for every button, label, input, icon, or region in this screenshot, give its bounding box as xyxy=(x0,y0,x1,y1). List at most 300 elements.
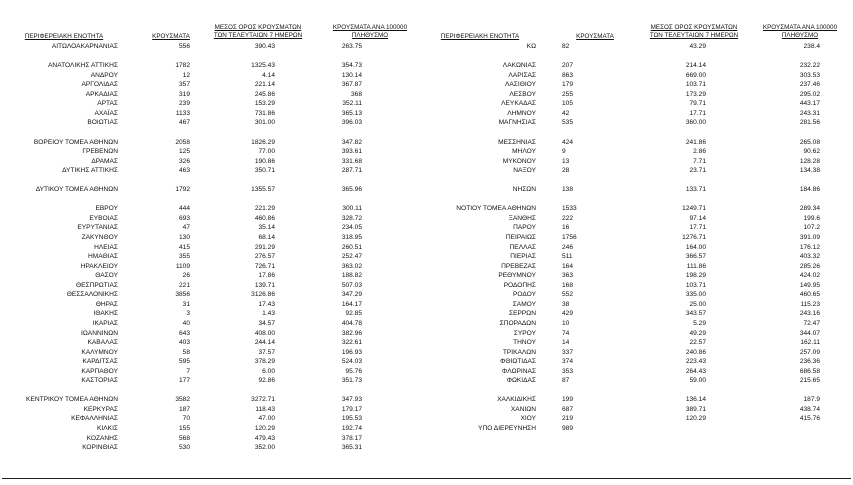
left-cases-cell: 319 xyxy=(178,90,190,98)
left-avg7-cell: 92.86 xyxy=(258,377,275,385)
right-region-cell: ΛΑΚΩΝΙΑΣ xyxy=(502,62,536,70)
right-cases-cell: 207 xyxy=(562,62,574,70)
right-cases-cell: 535 xyxy=(562,119,574,127)
table-row xyxy=(0,290,853,299)
right-header-cases: ΚΡΟΥΣΜΑΤΑ xyxy=(576,33,614,40)
right-per100k-cell: 162.11 xyxy=(800,339,820,347)
left-avg7-cell: 460.86 xyxy=(254,214,275,222)
table-row xyxy=(0,414,853,423)
right-avg7-cell: 5.29 xyxy=(693,319,706,327)
left-cases-cell: 47 xyxy=(182,224,190,232)
right-per100k-cell: 391.09 xyxy=(799,234,820,241)
right-per100k-cell: 403.32 xyxy=(799,253,820,261)
table-row xyxy=(0,157,853,166)
table-row xyxy=(0,195,853,204)
left-cases-cell: 26 xyxy=(182,272,190,280)
right-region-cell: ΛΑΣΙΘΙΟΥ xyxy=(505,81,536,89)
right-header-per100k-line2: ΠΛΗΘΥΣΜΟ xyxy=(781,31,819,39)
left-per100k-cell: 287.71 xyxy=(341,167,362,175)
right-avg7-cell: 214.14 xyxy=(685,62,706,70)
left-avg7-cell: 291.29 xyxy=(254,243,275,251)
right-avg7-cell: 2.86 xyxy=(693,148,706,156)
right-avg7-cell: 17.71 xyxy=(689,224,706,232)
left-avg7-cell: 479.43 xyxy=(254,434,275,442)
left-avg7-cell: 221.29 xyxy=(254,205,275,213)
right-avg7-cell: 97.14 xyxy=(689,214,706,222)
table-row xyxy=(0,357,853,366)
right-per100k-cell: 187.9 xyxy=(803,396,820,404)
right-header-avg-line2: ΤΩΝ ΤΕΛΕΥΤΑΙΩΝ 7 ΗΜΕΡΩΝ xyxy=(649,31,739,39)
left-avg7-cell: 3126.86 xyxy=(251,291,275,299)
left-header-avg-line1: ΜΕΣΟΣ ΟΡΟΣ ΚΡΟΥΣΜΑΤΩΝ xyxy=(214,24,302,31)
right-per100k-cell: 243.16 xyxy=(799,310,820,318)
right-per100k-cell: 686.58 xyxy=(799,367,820,375)
right-cases-cell: 74 xyxy=(562,329,570,337)
right-per100k-cell: 115.23 xyxy=(800,300,820,308)
left-cases-cell: 326 xyxy=(178,157,190,165)
left-avg7-cell: 276.57 xyxy=(254,253,275,261)
right-region-cell: ΛΑΡΙΣΑΣ xyxy=(508,71,536,79)
left-avg7-cell: 726.71 xyxy=(254,262,275,270)
right-region-cell: ΣΕΡΡΩΝ xyxy=(509,310,536,318)
table-row xyxy=(0,443,853,452)
left-cases-cell: 357 xyxy=(178,81,190,89)
left-avg7-cell: 1325.43 xyxy=(251,62,275,70)
right-header-avg xyxy=(644,24,744,39)
right-header-per100k xyxy=(750,24,850,39)
right-avg7-cell: 241.86 xyxy=(685,138,706,146)
right-avg7-cell: 103.71 xyxy=(685,81,706,89)
right-region-cell: ΛΕΥΚΑΔΑΣ xyxy=(501,100,536,108)
left-region-cell: ΗΛΕΙΑΣ xyxy=(94,243,118,251)
left-cases-cell: 7 xyxy=(186,367,190,375)
left-avg7-cell: 221.14 xyxy=(254,81,275,89)
left-header-per100k xyxy=(320,24,420,39)
left-cases-cell: 355 xyxy=(178,253,190,261)
table-row xyxy=(0,52,853,61)
right-per100k-cell: 232.22 xyxy=(799,62,820,70)
right-cases-cell: 246 xyxy=(562,243,574,251)
right-cases-cell: 989 xyxy=(562,425,574,432)
left-avg7-cell: 190.86 xyxy=(254,157,275,165)
left-per100k-cell: 95.76 xyxy=(345,367,362,375)
right-per100k-cell: 237.46 xyxy=(799,81,820,89)
right-avg7-cell: 343.57 xyxy=(685,310,706,318)
left-region-cell: ΙΚΑΡΙΑΣ xyxy=(92,319,118,327)
left-region-cell: ΚΑΡΠΑΘΟΥ xyxy=(81,367,118,375)
left-avg7-cell: 408.00 xyxy=(254,329,275,337)
right-cases-cell: 363 xyxy=(562,272,574,280)
left-avg7-cell: 1355.57 xyxy=(251,186,275,194)
right-avg7-cell: 120.29 xyxy=(685,415,706,423)
left-region-cell: ΒΟΙΩΤΙΑΣ xyxy=(87,119,118,127)
left-region-cell: ΚΙΛΚΙΣ xyxy=(97,425,118,432)
right-avg7-cell: 335.00 xyxy=(685,291,706,299)
left-per100k-cell: 352.11 xyxy=(342,100,362,108)
left-cases-cell: 467 xyxy=(178,119,190,127)
right-avg7-cell: 360.00 xyxy=(685,119,706,127)
right-per100k-cell: 128.28 xyxy=(799,157,820,165)
left-cases-cell: 1782 xyxy=(175,62,190,70)
left-region-cell: ΕΥΒΟΙΑΣ xyxy=(89,214,118,222)
bottom-rule xyxy=(2,478,851,479)
left-cases-cell: 1133 xyxy=(175,109,190,117)
right-per100k-cell: 149.95 xyxy=(799,281,820,289)
right-cases-cell: 337 xyxy=(562,348,574,356)
left-avg7-cell: 4.14 xyxy=(262,71,275,79)
left-region-cell: ΚΟΡΙΝΘΙΑΣ xyxy=(82,444,118,452)
table-row xyxy=(0,147,853,156)
left-region-cell: ΘΑΣΟΥ xyxy=(95,272,118,280)
left-avg7-cell: 378.29 xyxy=(254,358,275,366)
left-per100k-cell: 404.78 xyxy=(341,319,362,327)
right-cases-cell: 10 xyxy=(562,319,570,327)
left-per100k-cell: 524.03 xyxy=(341,358,362,366)
left-avg7-cell: 17.86 xyxy=(258,272,275,280)
right-cases-cell: 353 xyxy=(562,367,574,375)
right-cases-cell: 374 xyxy=(562,358,574,366)
left-avg7-cell: 731.86 xyxy=(254,109,275,117)
right-cases-cell: 105 xyxy=(562,100,574,108)
right-avg7-cell: 1276.71 xyxy=(682,234,706,241)
right-per100k-cell: 295.02 xyxy=(799,90,820,98)
left-per100k-cell: 367.87 xyxy=(341,81,362,89)
right-avg7-cell: 133.71 xyxy=(685,186,706,194)
right-region-cell: ΠΙΕΡΙΑΣ xyxy=(510,253,536,261)
left-cases-cell: 130 xyxy=(178,234,190,241)
table-row xyxy=(0,300,853,309)
right-region-cell: ΦΘΙΩΤΙΔΑΣ xyxy=(500,358,536,366)
right-avg7-cell: 43.29 xyxy=(689,43,706,50)
left-region-cell: ΚΑΒΑΛΑΣ xyxy=(87,339,118,347)
table-row xyxy=(0,233,853,242)
left-per100k-cell: 252.47 xyxy=(341,253,362,261)
right-per100k-cell: 236.36 xyxy=(799,358,820,366)
right-region-cell: ΤΡΙΚΑΛΩΝ xyxy=(502,348,536,356)
right-region-cell: ΠΡΕΒΕΖΑΣ xyxy=(501,262,536,270)
left-cases-cell: 177 xyxy=(178,377,190,385)
right-per100k-cell: 199.6 xyxy=(803,214,820,222)
right-avg7-cell: 22.57 xyxy=(689,339,706,347)
right-cases-cell: 138 xyxy=(562,186,574,194)
right-per100k-cell: 438.74 xyxy=(799,405,820,413)
left-per100k-cell: 92.85 xyxy=(345,310,362,318)
table-row xyxy=(0,128,853,137)
right-header-avg-line1: ΜΕΣΟΣ ΟΡΟΣ ΚΡΟΥΣΜΑΤΩΝ xyxy=(650,24,738,31)
left-cases-cell: 70 xyxy=(182,415,190,423)
right-cases-cell: 38 xyxy=(562,300,570,308)
right-region-cell: ΜΗΛΟΥ xyxy=(512,148,536,156)
right-per100k-cell: 90.62 xyxy=(803,148,820,156)
left-region-cell: ΚΕΦΑΛΛΗΝΙΑΣ xyxy=(71,415,118,423)
right-avg7-cell: 59.00 xyxy=(689,377,706,385)
right-cases-cell: 9 xyxy=(562,148,566,156)
table-row xyxy=(0,424,853,433)
right-cases-cell: 1533 xyxy=(562,205,577,213)
right-per100k-cell: 265.08 xyxy=(799,138,820,146)
left-cases-cell: 40 xyxy=(182,319,190,327)
right-cases-cell: 424 xyxy=(562,138,574,146)
left-per100k-cell: 393.61 xyxy=(341,148,362,156)
left-cases-cell: 595 xyxy=(178,358,190,366)
right-cases-cell: 219 xyxy=(562,415,574,423)
left-header-avg xyxy=(208,24,308,39)
left-avg7-cell: 34.57 xyxy=(258,319,275,327)
right-avg7-cell: 7.71 xyxy=(693,157,706,165)
left-per100k-cell: 179.17 xyxy=(341,405,362,413)
right-region-cell: ΡΟΔΟΥ xyxy=(513,291,536,299)
table-row xyxy=(0,214,853,223)
left-per100k-cell: 347.82 xyxy=(341,138,362,146)
right-avg7-cell: 111.86 xyxy=(686,262,706,270)
right-avg7-cell: 389.71 xyxy=(685,405,706,413)
left-per100k-cell: 396.03 xyxy=(341,119,362,127)
left-cases-cell: 3582 xyxy=(175,396,190,404)
table-row xyxy=(0,71,853,80)
table-row xyxy=(0,185,853,194)
table-row xyxy=(0,309,853,318)
right-per100k-cell: 215.65 xyxy=(799,377,820,385)
right-cases-cell: 687 xyxy=(562,405,574,413)
left-region-cell: ΚΑΡΔΙΤΣΑΣ xyxy=(82,358,118,366)
table-row xyxy=(0,367,853,376)
right-avg7-cell: 264.43 xyxy=(685,367,706,375)
left-header-region: ΠΕΡΙΦΕΡΕΙΑΚΗ ΕΝΟΤΗΤΑ xyxy=(24,33,104,40)
left-avg7-cell: 3272.71 xyxy=(251,396,275,404)
left-region-cell: ΚΕΡΚΥΡΑΣ xyxy=(83,405,118,413)
left-per100k-cell: 365.96 xyxy=(341,186,362,194)
left-per100k-cell: 365.31 xyxy=(341,444,362,452)
right-per100k-cell: 243.31 xyxy=(799,109,820,117)
right-cases-cell: 14 xyxy=(562,339,570,347)
left-per100k-cell: 363.02 xyxy=(341,262,362,270)
left-cases-cell: 643 xyxy=(178,329,190,337)
left-avg7-cell: 1.43 xyxy=(262,310,275,318)
right-region-cell: ΝΑΞΟΥ xyxy=(513,167,536,175)
right-region-cell: ΦΛΩΡΙΝΑΣ xyxy=(501,367,536,375)
left-avg7-cell: 244.14 xyxy=(254,339,275,347)
left-per100k-cell: 354.73 xyxy=(341,62,362,70)
right-avg7-cell: 25.00 xyxy=(689,300,706,308)
left-per100k-cell: 234.05 xyxy=(341,224,362,232)
right-avg7-cell: 49.29 xyxy=(689,329,706,337)
left-per100k-cell: 164.17 xyxy=(341,300,362,308)
right-cases-cell: 179 xyxy=(562,81,574,89)
right-per100k-cell: 415.76 xyxy=(799,415,820,423)
left-per100k-cell: 130.14 xyxy=(341,71,362,79)
left-per100k-cell: 382.96 xyxy=(341,329,362,337)
left-per100k-cell: 192.74 xyxy=(341,425,362,432)
right-avg7-cell: 17.71 xyxy=(689,109,706,117)
left-per100k-cell: 188.82 xyxy=(341,272,362,280)
right-cases-cell: 87 xyxy=(562,377,570,385)
right-header-per100k-line1: ΚΡΟΥΣΜΑΤΑ ΑΝΑ 100000 xyxy=(762,24,838,31)
left-cases-cell: 155 xyxy=(178,425,190,432)
left-cases-cell: 568 xyxy=(178,434,190,442)
left-header-avg-line2: ΤΩΝ ΤΕΛΕΥΤΑΙΩΝ 7 ΗΜΕΡΩΝ xyxy=(213,31,303,39)
right-region-cell: ΧΑΝΙΩΝ xyxy=(510,405,536,413)
right-region-cell: ΝΟΤΙΟΥ ΤΟΜΕΑ ΑΘΗΝΩΝ xyxy=(456,205,536,213)
right-per100k-cell: 285.26 xyxy=(799,262,820,270)
left-region-cell: ΑΙΤΩΛΟΑΚΑΡΝΑΝΙΑΣ xyxy=(51,43,118,50)
right-region-cell: ΡΕΘΥΜΝΟΥ xyxy=(498,272,536,280)
left-cases-cell: 530 xyxy=(178,444,190,452)
right-avg7-cell: 366.57 xyxy=(685,253,706,261)
right-region-cell: ΜΕΣΣΗΝΙΑΣ xyxy=(498,138,536,146)
left-per100k-cell: 368 xyxy=(350,90,362,98)
right-avg7-cell: 669.00 xyxy=(685,71,706,79)
left-avg7-cell: 1826.29 xyxy=(251,138,275,146)
right-cases-cell: 42 xyxy=(562,109,570,117)
left-per100k-cell: 300.11 xyxy=(342,205,362,213)
right-cases-cell: 429 xyxy=(562,310,574,318)
right-region-cell: ΠΕΙΡΑΙΩΣ xyxy=(505,234,536,241)
right-avg7-cell: 23.71 xyxy=(689,167,706,175)
table-row xyxy=(0,99,853,108)
left-per100k-cell: 322.61 xyxy=(341,339,362,347)
left-cases-cell: 1109 xyxy=(175,262,190,270)
table-row xyxy=(0,90,853,99)
left-per100k-cell: 195.53 xyxy=(341,415,362,423)
table-row xyxy=(0,42,853,51)
left-region-cell: ΙΩΑΝΝΙΝΩΝ xyxy=(81,329,118,337)
right-avg7-cell: 136.14 xyxy=(685,396,706,404)
right-avg7-cell: 1249.71 xyxy=(682,205,706,213)
left-avg7-cell: 390.43 xyxy=(254,43,275,50)
left-region-cell: ΘΕΣΣΑΛΟΝΙΚΗΣ xyxy=(66,291,118,299)
left-avg7-cell: 120.29 xyxy=(254,425,275,432)
table-row xyxy=(0,338,853,347)
left-region-cell: ΚΕΝΤΡΙΚΟΥ ΤΟΜΕΑ ΑΘΗΝΩΝ xyxy=(26,396,118,404)
left-cases-cell: 3 xyxy=(186,310,190,318)
table-row xyxy=(0,271,853,280)
left-cases-cell: 58 xyxy=(182,348,190,356)
left-header-cases: ΚΡΟΥΣΜΑΤΑ xyxy=(152,33,190,40)
table-row xyxy=(0,166,853,175)
left-per100k-cell: 263.75 xyxy=(341,43,362,50)
table-row xyxy=(0,405,853,414)
right-cases-cell: 199 xyxy=(562,396,574,404)
right-avg7-cell: 164.00 xyxy=(685,243,706,251)
left-cases-cell: 463 xyxy=(178,167,190,175)
left-per100k-cell: 378.17 xyxy=(341,434,362,442)
left-region-cell: ΑΡΓΟΛΙΔΑΣ xyxy=(81,81,118,89)
left-region-cell: ΓΡΕΒΕΝΩΝ xyxy=(82,148,118,156)
table-row xyxy=(0,319,853,328)
left-cases-cell: 693 xyxy=(178,214,190,222)
right-region-cell: ΥΠΟ ΔΙΕΡΕΥΝΗΣΗ xyxy=(478,425,536,432)
table-row xyxy=(0,138,853,147)
left-avg7-cell: 350.71 xyxy=(254,167,275,175)
right-cases-cell: 82 xyxy=(562,43,570,50)
left-cases-cell: 187 xyxy=(178,405,190,413)
left-avg7-cell: 245.86 xyxy=(254,90,275,98)
right-per100k-cell: 134.38 xyxy=(799,167,820,175)
left-region-cell: ΗΡΑΚΛΕΙΟΥ xyxy=(80,262,118,270)
right-per100k-cell: 184.86 xyxy=(799,186,820,194)
left-region-cell: ΙΘΑΚΗΣ xyxy=(93,310,118,318)
right-per100k-cell: 257.09 xyxy=(799,348,820,356)
right-per100k-cell: 281.56 xyxy=(799,119,820,127)
right-avg7-cell: 223.43 xyxy=(685,358,706,366)
left-avg7-cell: 47.00 xyxy=(258,415,275,423)
right-per100k-cell: 72.47 xyxy=(803,319,820,327)
right-region-cell: ΠΕΛΛΑΣ xyxy=(509,243,536,251)
left-per100k-cell: 196.93 xyxy=(341,348,362,356)
left-avg7-cell: 153.29 xyxy=(254,100,275,108)
left-per100k-cell: 328.72 xyxy=(341,214,362,222)
left-region-cell: ΚΟΖΑΝΗΣ xyxy=(86,434,118,442)
left-cases-cell: 415 xyxy=(178,243,190,251)
table-row xyxy=(0,176,853,185)
right-per100k-cell: 238.4 xyxy=(803,43,820,50)
left-region-cell: ΚΑΛΥΜΝΟΥ xyxy=(81,348,118,356)
right-per100k-cell: 176.12 xyxy=(799,243,820,251)
right-cases-cell: 168 xyxy=(562,281,574,289)
left-per100k-cell: 365.13 xyxy=(341,109,362,117)
right-region-cell: ΧΙΟΥ xyxy=(520,415,536,423)
left-region-cell: ΕΥΡΥΤΑΝΙΑΣ xyxy=(77,224,118,232)
left-avg7-cell: 352.00 xyxy=(254,444,275,452)
left-region-cell: ΚΑΣΤΟΡΙΑΣ xyxy=(81,377,118,385)
left-region-cell: ΔΡΑΜΑΣ xyxy=(91,157,118,165)
left-cases-cell: 221 xyxy=(178,281,190,289)
table-row xyxy=(0,204,853,213)
table-row xyxy=(0,386,853,395)
right-avg7-cell: 173.29 xyxy=(685,90,706,98)
left-header-per100k-line1: ΚΡΟΥΣΜΑΤΑ ΑΝΑ 100000 xyxy=(332,24,408,31)
table-row xyxy=(0,281,853,290)
table-row xyxy=(0,262,853,271)
right-region-cell: ΣΠΟΡΑΔΩΝ xyxy=(499,319,536,327)
left-cases-cell: 1792 xyxy=(175,186,190,194)
right-cases-cell: 222 xyxy=(562,214,574,222)
table-row xyxy=(0,80,853,89)
right-per100k-cell: 460.65 xyxy=(799,291,820,299)
left-per100k-cell: 351.73 xyxy=(341,377,362,385)
right-avg7-cell: 240.86 xyxy=(685,348,706,356)
table-row xyxy=(0,376,853,385)
table-row xyxy=(0,61,853,70)
right-cases-cell: 13 xyxy=(562,157,570,165)
left-cases-cell: 403 xyxy=(178,339,190,347)
left-avg7-cell: 139.71 xyxy=(254,281,275,289)
right-region-cell: ΡΟΔΟΠΗΣ xyxy=(503,281,536,289)
left-cases-cell: 2058 xyxy=(175,138,190,146)
left-region-cell: ΑΝΔΡΟΥ xyxy=(90,71,118,79)
table-row xyxy=(0,243,853,252)
left-avg7-cell: 6.00 xyxy=(262,367,275,375)
left-region-cell: ΖΑΚΥΝΘΟΥ xyxy=(81,234,118,241)
right-cases-cell: 164 xyxy=(562,262,574,270)
left-cases-cell: 239 xyxy=(178,100,190,108)
right-region-cell: ΚΩ xyxy=(526,43,536,50)
right-region-cell: ΞΑΝΘΗΣ xyxy=(508,214,536,222)
table-row xyxy=(0,434,853,443)
right-region-cell: ΣΥΡΟΥ xyxy=(513,329,536,337)
left-cases-cell: 12 xyxy=(182,71,190,79)
left-region-cell: ΑΡΤΑΣ xyxy=(97,100,118,108)
right-per100k-cell: 344.07 xyxy=(799,329,820,337)
left-per100k-cell: 331.68 xyxy=(341,157,362,165)
left-per100k-cell: 318.95 xyxy=(341,234,362,241)
left-header-per100k-line2: ΠΛΗΘΥΣΜΟ xyxy=(351,31,389,39)
right-cases-cell: 255 xyxy=(562,90,574,98)
left-cases-cell: 556 xyxy=(178,43,190,50)
right-region-cell: ΛΕΣΒΟΥ xyxy=(509,90,536,98)
right-cases-cell: 28 xyxy=(562,167,570,175)
right-per100k-cell: 424.02 xyxy=(799,272,820,280)
